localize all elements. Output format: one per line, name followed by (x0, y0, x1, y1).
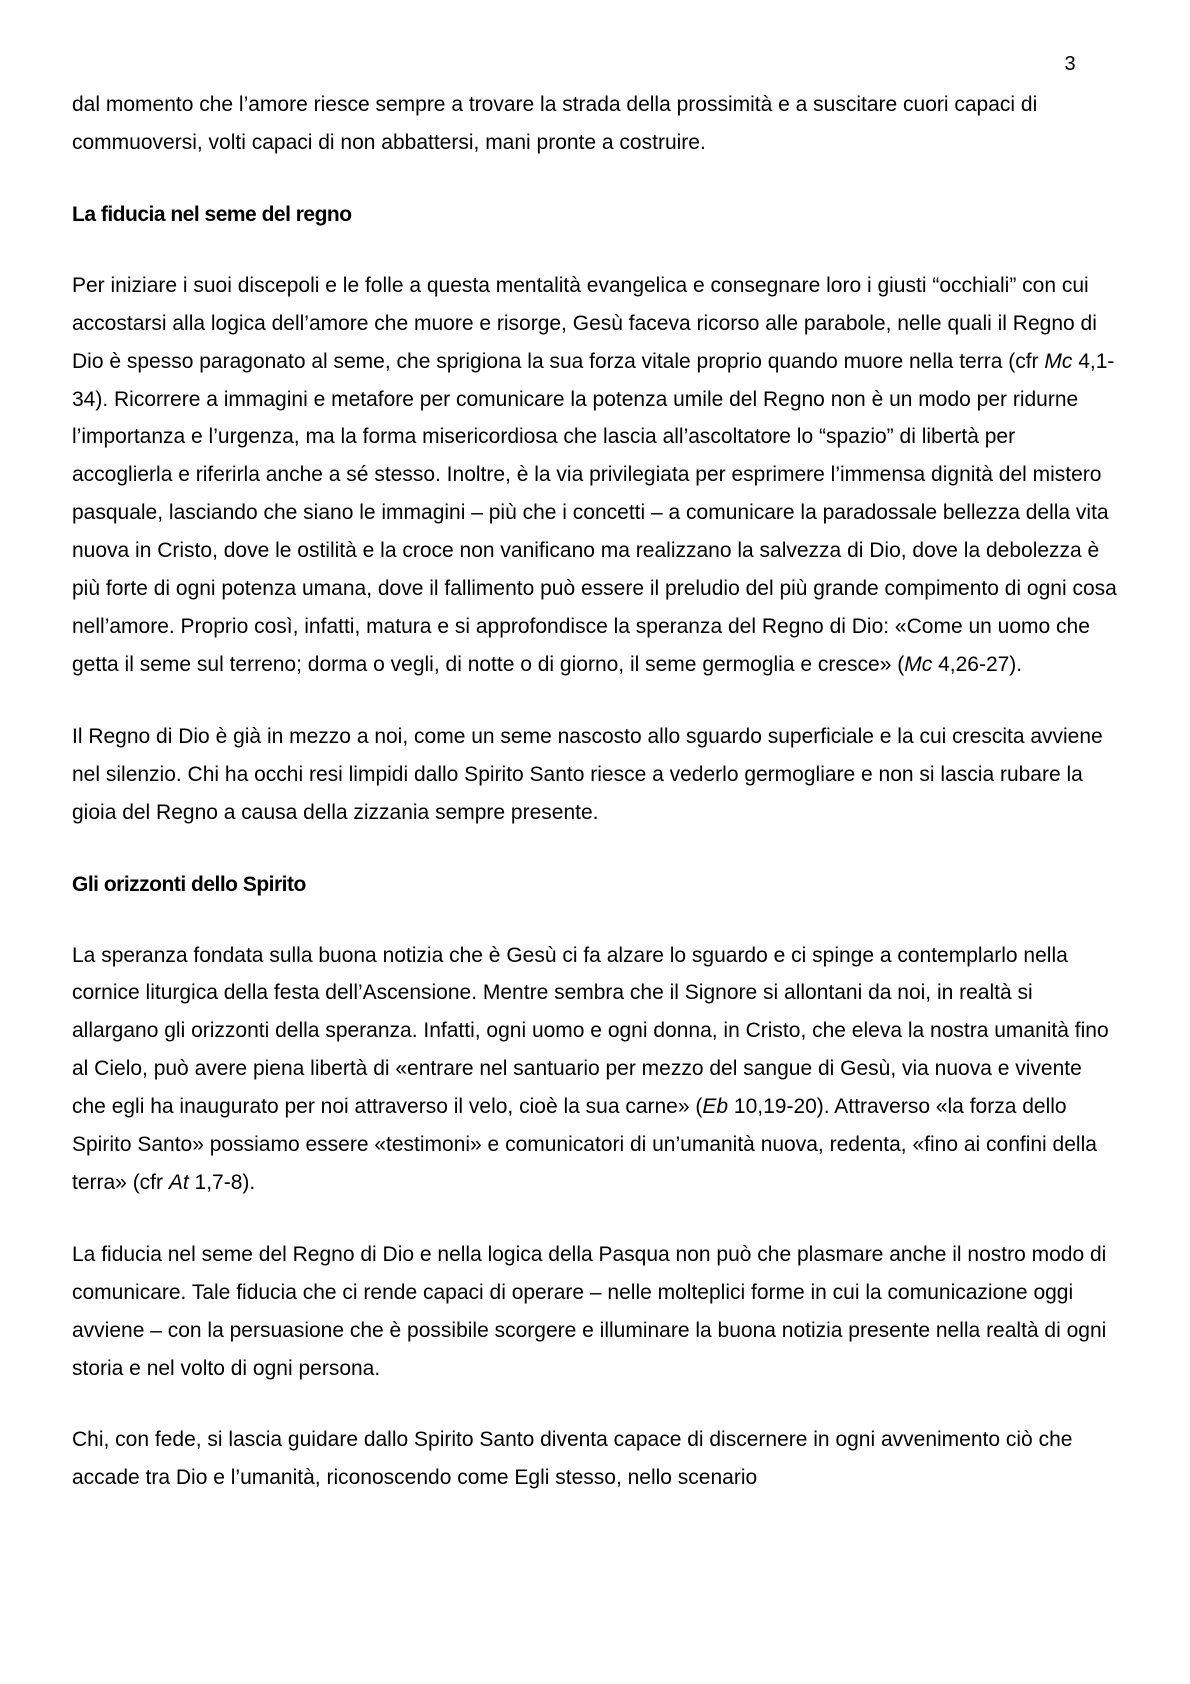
paragraph-text: 10,19-20). Attraverso «la forza dello Spirito Santo» possiamo essere «testimoni» e comunicatori di un’umanità nuova, redenta, «fino ai confini della terra» (cfr (72, 1095, 1097, 1194)
scripture-reference: At (168, 1170, 189, 1194)
scripture-reference: Mc (1044, 349, 1073, 373)
section-heading-fiducia: La fiducia nel seme del regno (72, 202, 352, 226)
paragraph-text: 4,1-34). Ricorrere a immagini e metafore per comunicare la potenza umile del Regno non è un modo per ridurne l’importanza e l’urgenza, ma la forma misericordiosa che lascia all’ascoltatore lo “spazio” di libertà per accoglierla e riferirla anche a sé stesso. Inoltre, è la via privilegiata per esprimere l’immensa dignità del mistero pasquale, lasciando che siano le immagini – più che i concetti – a comunicare la paradossale bellezza della vita nuova in Cristo, dove le ostilità e la croce non vanificano ma realizzano la salvezza di Dio, dove la debolezza è più forte di ogni potenza umana, dove il fallimento può essere il preludio del più grande compimento di ogni cosa nell’amore. Proprio così, infatti, matura e si approfondisce la speranza del Regno di Dio: «Come un uomo che getta il seme sul terreno; dorma o vegli, di notte o di giorno, il seme germoglia e cresce» ( (72, 349, 1117, 676)
page-content (72, 86, 1120, 1497)
paragraph-continuation: dal momento che l’amore riesce sempre a trovare la strada della prossimità e a suscitare cuori capaci di commuoversi, volti capaci di non abbattersi, mani pronte a costruire. (72, 93, 1038, 154)
section-heading-orizzonti: Gli orizzonti dello Spirito (72, 872, 306, 896)
paragraph-text: 4,26-27). (932, 652, 1023, 676)
scripture-reference: Eb (702, 1095, 729, 1119)
paragraph-regno: Il Regno di Dio è già in mezzo a noi, come un seme nascosto allo sguardo superficiale e la cui crescita avviene nel silenzio. Chi ha occhi resi limpidi dallo Spirito Santo riesce a vederlo germogliare e non si lascia rubare la gioia del Regno a causa della zizzania sempre presente. (72, 724, 1103, 824)
paragraph-spirito: Chi, con fede, si lascia guidare dallo Spirito Santo diventa capace di discernere in ogni avvenimento ciò che accade tra Dio e l’umanità, riconoscendo come Egli stesso, nello scenario (72, 1428, 1073, 1490)
scripture-reference: Mc (904, 652, 933, 676)
paragraph-fiducia: La fiducia nel seme del Regno di Dio e nella logica della Pasqua non può che plasmare anche il nostro modo di comunicare. Tale fiducia che ci rende capaci di operare – nelle molteplici forme in cui la comunicazione oggi avviene – con la persuasione che è possibile scorgere e illuminare la buona notizia presente nella realtà di ogni storia e nel volto di ogni persona. (72, 1242, 1107, 1380)
paragraph-ascensione (72, 937, 1120, 1202)
paragraph-parabole (72, 267, 1120, 684)
paragraph-text: La speranza fondata sulla buona notizia che è Gesù ci fa alzare lo sguardo e ci spinge a contemplarlo nella cornice liturgica della festa dell’Ascensione. Mentre sembra che il Signore si allontani da noi, in realtà si allargano gli orizzonti della speranza. Infatti, ogni uomo e ogni donna, in Cristo, che eleva la nostra umanità fino al Cielo, può avere piena libertà di «entrare nel santuario per mezzo del sangue di Gesù, via nuova e vivente che egli ha inaugurato per noi attraverso il velo, cioè la sua carne» ( (72, 943, 1109, 1119)
paragraph-text: 1,7-8). (188, 1170, 256, 1194)
page-number: 3 (1064, 53, 1076, 75)
paragraph-text: Per iniziare i suoi discepoli e le folle a questa mentalità evangelica e consegnare loro i giusti “occhiali” con cui accostarsi alla logica dell’amore che muore e risorge, Gesù faceva ricorso alle parabole, nelle quali il Regno di Dio è spesso paragonato al seme, che sprigiona la sua forza vitale proprio quando muore nella terra (cfr (72, 273, 1097, 373)
